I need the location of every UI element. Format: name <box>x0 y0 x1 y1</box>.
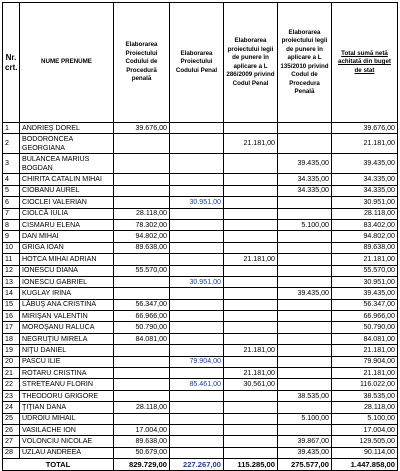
row-total: 66.966,00 <box>332 311 398 322</box>
row-col-lege-135 <box>278 356 332 367</box>
row-name: UZLAU ANDREEA <box>20 447 114 458</box>
row-nr: 16 <box>3 311 20 322</box>
table-row <box>3 299 398 310</box>
row-col-lege-135 <box>278 231 332 242</box>
row-name: PASCU ILIE <box>20 356 114 367</box>
row-col-cod-penal <box>170 185 224 196</box>
table-row <box>3 413 398 424</box>
row-total: 39.676,00 <box>332 123 398 134</box>
row-total: 79.904,00 <box>332 356 398 367</box>
table-row <box>3 123 398 134</box>
header-name: NUME PRENUME <box>20 3 114 123</box>
total-row <box>3 459 398 470</box>
row-col-cod-penal <box>170 345 224 356</box>
row-col-lege-135 <box>278 424 332 435</box>
row-nr: 15 <box>3 299 20 310</box>
row-col-procedura-penala: 17.004,00 <box>114 424 170 435</box>
row-col-cod-penal <box>170 413 224 424</box>
row-total: 21.181,00 <box>332 345 398 356</box>
table-row <box>3 402 398 413</box>
row-nr: 21 <box>3 368 20 379</box>
table-row <box>3 288 398 299</box>
row-nr: 5 <box>3 185 20 196</box>
row-col-lege-286 <box>224 288 278 299</box>
row-name: GRIGA IOAN <box>20 242 114 253</box>
row-col-procedura-penala <box>114 368 170 379</box>
row-name: IONESCU GABRIEL <box>20 276 114 287</box>
row-col-lege-286 <box>224 208 278 219</box>
row-col-procedura-penala: 28.118,00 <box>114 402 170 413</box>
row-nr: 1 <box>3 123 20 134</box>
row-col-lege-286 <box>224 174 278 185</box>
row-total: 21.181,00 <box>332 134 398 154</box>
row-name: THEODORU GRIGORE <box>20 390 114 401</box>
row-name: STRETEANU FLORIN <box>20 379 114 390</box>
row-col-procedura-penala: 55.570,00 <box>114 265 170 276</box>
row-col-cod-penal <box>170 208 224 219</box>
row-col-lege-135: 39.435,00 <box>278 154 332 174</box>
table-row <box>3 219 398 230</box>
row-col-lege-286 <box>224 424 278 435</box>
row-col-lege-286: 21.181,00 <box>224 345 278 356</box>
row-name: ŢIŢIAN DANA <box>20 402 114 413</box>
row-col-cod-penal <box>170 424 224 435</box>
row-name: MIRIŞAN VALENTIN <box>20 311 114 322</box>
table-row <box>3 322 398 333</box>
row-total: 39.435,00 <box>332 154 398 174</box>
row-nr: 9 <box>3 231 20 242</box>
row-nr: 27 <box>3 436 20 447</box>
row-name: BULANCEA MARIUS BOGDAN <box>20 154 114 174</box>
row-col-lege-286 <box>224 322 278 333</box>
row-col-procedura-penala <box>114 390 170 401</box>
row-col-lege-135 <box>278 242 332 253</box>
row-nr: 22 <box>3 379 20 390</box>
row-name: BODORONCEA GEORGIANA <box>20 134 114 154</box>
row-col-lege-286 <box>224 299 278 310</box>
header-col-lege-135: Elaborarea proiectului legii de punere în aplicare a L 135/2010 privind Codul de Procedura Penală <box>278 3 332 123</box>
header-col-cod-penal: Elaborarea Proiectului Codului Penal <box>170 3 224 123</box>
header-col-procedura-penala: Elaborarea Proiectului Codului de Procedură penală <box>114 3 170 123</box>
row-col-cod-penal <box>170 154 224 174</box>
row-nr: 6 <box>3 197 20 208</box>
row-col-cod-penal <box>170 447 224 458</box>
table-row <box>3 356 398 367</box>
row-col-lege-135: 34.335,00 <box>278 185 332 196</box>
table-row <box>3 345 398 356</box>
row-name: CIOLCĂ IULIA <box>20 208 114 219</box>
row-col-cod-penal <box>170 242 224 253</box>
row-nr: 18 <box>3 333 20 344</box>
table-row <box>3 276 398 287</box>
row-name: NEGRUŢIU MIRELA <box>20 333 114 344</box>
row-total: 50.790,00 <box>332 322 398 333</box>
row-col-lege-135 <box>278 299 332 310</box>
table-row <box>3 254 398 265</box>
row-col-lege-135 <box>278 276 332 287</box>
row-col-lege-286 <box>224 154 278 174</box>
header-nr: Nr. crt. <box>3 3 20 123</box>
row-name: KUGLAY IRINA <box>20 288 114 299</box>
row-nr: 14 <box>3 288 20 299</box>
row-total: 21.181,00 <box>332 254 398 265</box>
row-total: 28.118,00 <box>332 402 398 413</box>
row-col-procedura-penala <box>114 288 170 299</box>
row-col-lege-286 <box>224 231 278 242</box>
table-row <box>3 154 398 174</box>
row-name: DAN MIHAI <box>20 231 114 242</box>
row-col-lege-286 <box>224 185 278 196</box>
row-col-lege-135 <box>278 254 332 265</box>
row-col-lege-135 <box>278 265 332 276</box>
row-col-procedura-penala: 50.790,00 <box>114 322 170 333</box>
total-col-lege-286: 115.285,00 <box>224 459 278 470</box>
row-col-cod-penal <box>170 402 224 413</box>
row-col-procedura-penala: 89.638,00 <box>114 436 170 447</box>
row-col-lege-286: 21.181,00 <box>224 134 278 154</box>
row-total: 39.435,00 <box>332 288 398 299</box>
table-row <box>3 197 398 208</box>
row-col-lege-286 <box>224 197 278 208</box>
row-nr: 19 <box>3 345 20 356</box>
row-col-lege-135 <box>278 197 332 208</box>
row-total: 56.347,00 <box>332 299 398 310</box>
row-total: 84.081,00 <box>332 333 398 344</box>
row-col-lege-135: 34.335,00 <box>278 174 332 185</box>
total-grand: 1.447.858,00 <box>332 459 398 470</box>
row-col-procedura-penala <box>114 356 170 367</box>
row-nr: 17 <box>3 322 20 333</box>
row-total: 28.118,00 <box>332 208 398 219</box>
row-col-procedura-penala <box>114 197 170 208</box>
row-col-cod-penal <box>170 333 224 344</box>
row-col-lege-135 <box>278 402 332 413</box>
row-col-procedura-penala <box>114 154 170 174</box>
table-row <box>3 242 398 253</box>
row-col-lege-135 <box>278 208 332 219</box>
row-name: MOROŞANU RALUCA <box>20 322 114 333</box>
row-col-lege-286 <box>224 447 278 458</box>
row-total: 90.114,00 <box>332 447 398 458</box>
row-name: UDROIU MIHAIL <box>20 413 114 424</box>
row-col-procedura-penala <box>114 134 170 154</box>
row-name: VASILACHE ION <box>20 424 114 435</box>
row-col-lege-286 <box>224 333 278 344</box>
row-col-lege-135: 39.435,00 <box>278 288 332 299</box>
row-total: 21.181,00 <box>332 368 398 379</box>
table-row <box>3 368 398 379</box>
total-label: TOTAL <box>3 459 114 470</box>
row-col-lege-286 <box>224 311 278 322</box>
row-col-lege-135 <box>278 333 332 344</box>
row-col-cod-penal <box>170 299 224 310</box>
payments-table <box>2 2 398 471</box>
row-col-lege-286 <box>224 413 278 424</box>
total-col-procedura-penala: 829.729,00 <box>114 459 170 470</box>
row-total: 17.004,00 <box>332 424 398 435</box>
row-col-procedura-penala: 89.638,00 <box>114 242 170 253</box>
row-name: CIOBANU AUREL <box>20 185 114 196</box>
row-col-lege-286 <box>224 265 278 276</box>
row-col-lege-286 <box>224 436 278 447</box>
row-col-lege-135 <box>278 345 332 356</box>
row-name: VOLONCIU NICOLAE <box>20 436 114 447</box>
row-col-cod-penal <box>170 322 224 333</box>
row-nr: 10 <box>3 242 20 253</box>
row-col-procedura-penala: 28.118,00 <box>114 208 170 219</box>
row-total: 89.638,00 <box>332 242 398 253</box>
table-row <box>3 311 398 322</box>
row-col-lege-135 <box>278 123 332 134</box>
row-name: CHIRITA CATALIN MIHAI <box>20 174 114 185</box>
row-col-cod-penal: 30.951,00 <box>170 276 224 287</box>
row-col-cod-penal <box>170 231 224 242</box>
row-col-procedura-penala: 50.679,00 <box>114 447 170 458</box>
row-col-cod-penal <box>170 174 224 185</box>
row-col-lege-286: 21.181,00 <box>224 368 278 379</box>
row-col-lege-286 <box>224 390 278 401</box>
row-col-cod-penal <box>170 134 224 154</box>
row-col-lege-135 <box>278 311 332 322</box>
row-col-lege-286: 21.181,00 <box>224 254 278 265</box>
row-col-procedura-penala: 84.081,00 <box>114 333 170 344</box>
row-col-lege-135: 5.100,00 <box>278 219 332 230</box>
table-body <box>3 123 398 459</box>
row-nr: 13 <box>3 276 20 287</box>
row-col-procedura-penala <box>114 185 170 196</box>
row-nr: 8 <box>3 219 20 230</box>
row-col-cod-penal <box>170 390 224 401</box>
table-row <box>3 379 398 390</box>
row-col-cod-penal <box>170 368 224 379</box>
table-row <box>3 231 398 242</box>
row-col-procedura-penala <box>114 254 170 265</box>
row-col-cod-penal <box>170 436 224 447</box>
row-col-cod-penal: 79.904,00 <box>170 356 224 367</box>
row-total: 34.335,00 <box>332 174 398 185</box>
row-name: CISMARU ELENA <box>20 219 114 230</box>
row-col-lege-286 <box>224 276 278 287</box>
row-name: LĂBUŞ ANA CRISTINA <box>20 299 114 310</box>
row-nr: 3 <box>3 154 20 174</box>
row-col-lege-135 <box>278 379 332 390</box>
row-nr: 12 <box>3 265 20 276</box>
row-total: 83.402,00 <box>332 219 398 230</box>
row-nr: 2 <box>3 134 20 154</box>
table-row <box>3 447 398 458</box>
row-total: 34.335,00 <box>332 185 398 196</box>
row-total: 129.505,00 <box>332 436 398 447</box>
row-name: CIOCLEI VALERIAN <box>20 197 114 208</box>
row-total: 116.022,00 <box>332 379 398 390</box>
row-name: NIŢU DANIEL <box>20 345 114 356</box>
row-col-lege-286 <box>224 356 278 367</box>
row-col-procedura-penala: 94.802,00 <box>114 231 170 242</box>
row-col-procedura-penala: 56.347,00 <box>114 299 170 310</box>
row-col-cod-penal <box>170 254 224 265</box>
row-col-procedura-penala: 78.302,00 <box>114 219 170 230</box>
row-total: 30.951,00 <box>332 276 398 287</box>
row-total: 5.100,00 <box>332 413 398 424</box>
row-nr: 26 <box>3 424 20 435</box>
row-col-lege-286: 30.561,00 <box>224 379 278 390</box>
row-col-procedura-penala: 66.966,00 <box>114 311 170 322</box>
row-col-lege-286 <box>224 402 278 413</box>
table-row <box>3 174 398 185</box>
row-total: 38.535,00 <box>332 390 398 401</box>
row-nr: 7 <box>3 208 20 219</box>
table-row <box>3 134 398 154</box>
row-col-lege-135 <box>278 134 332 154</box>
row-nr: 23 <box>3 390 20 401</box>
row-col-cod-penal: 85.461,00 <box>170 379 224 390</box>
row-col-cod-penal <box>170 219 224 230</box>
row-col-procedura-penala <box>114 276 170 287</box>
row-col-procedura-penala: 39.676,00 <box>114 123 170 134</box>
row-col-lege-135: 38.535,00 <box>278 390 332 401</box>
table-row <box>3 208 398 219</box>
row-nr: 24 <box>3 402 20 413</box>
row-total: 94.802,00 <box>332 231 398 242</box>
row-name: ROTARU CRISTINA <box>20 368 114 379</box>
row-col-lege-135 <box>278 368 332 379</box>
table-row <box>3 390 398 401</box>
row-col-procedura-penala <box>114 379 170 390</box>
total-col-cod-penal: 227.267,00 <box>170 459 224 470</box>
row-col-lege-135: 39.435,00 <box>278 447 332 458</box>
row-nr: 28 <box>3 447 20 458</box>
table-row <box>3 436 398 447</box>
table-row <box>3 265 398 276</box>
row-col-lege-286 <box>224 219 278 230</box>
row-total: 30.951,00 <box>332 197 398 208</box>
header-total: Total sumă netă achitată din buget de stat <box>332 3 398 123</box>
row-nr: 11 <box>3 254 20 265</box>
row-name: HOTCA MIHAI ADRIAN <box>20 254 114 265</box>
row-col-lege-286 <box>224 242 278 253</box>
row-col-lege-135: 39.867,00 <box>278 436 332 447</box>
header-col-lege-286: Elaborarea proiectului legii de punere în aplicare a L 286/2009 privind Codul Penal <box>224 3 278 123</box>
row-total: 55.570,00 <box>332 265 398 276</box>
row-col-procedura-penala <box>114 174 170 185</box>
row-col-lege-135: 5.100,00 <box>278 413 332 424</box>
row-col-cod-penal <box>170 311 224 322</box>
table-row <box>3 185 398 196</box>
row-name: IONESCU DIANA <box>20 265 114 276</box>
row-col-cod-penal <box>170 123 224 134</box>
table-row <box>3 333 398 344</box>
row-col-cod-penal <box>170 288 224 299</box>
row-col-lege-135 <box>278 322 332 333</box>
row-col-cod-penal <box>170 265 224 276</box>
row-name: ANDRIEŞ DOREL <box>20 123 114 134</box>
row-nr: 4 <box>3 174 20 185</box>
row-col-procedura-penala <box>114 345 170 356</box>
header-row <box>3 3 398 123</box>
row-col-procedura-penala <box>114 413 170 424</box>
row-col-lege-286 <box>224 123 278 134</box>
row-col-cod-penal: 30.951,00 <box>170 197 224 208</box>
total-col-lege-135: 275.577,00 <box>278 459 332 470</box>
table-row <box>3 424 398 435</box>
row-nr: 20 <box>3 356 20 367</box>
row-nr: 25 <box>3 413 20 424</box>
